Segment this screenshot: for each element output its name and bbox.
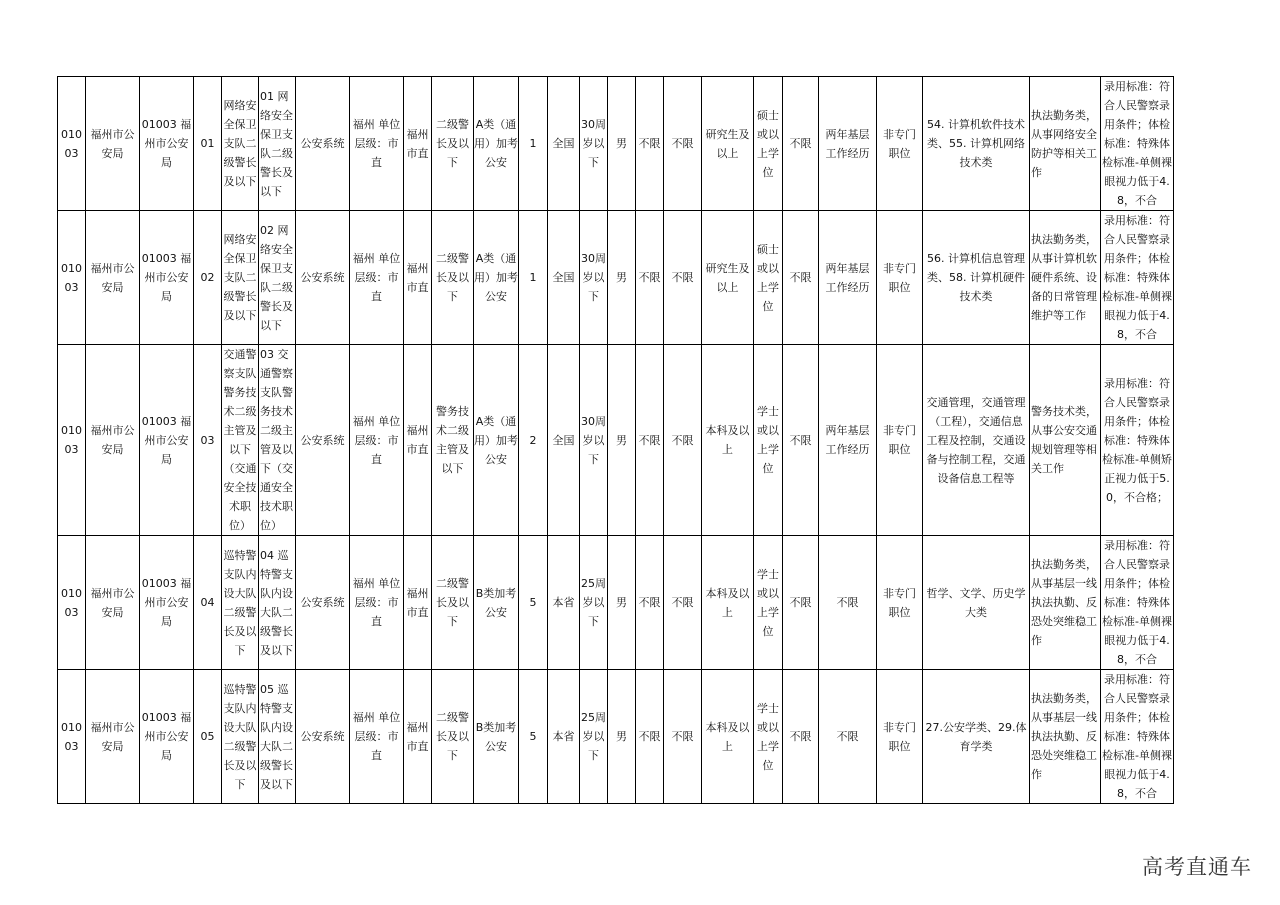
cell-category: A类（通用）加考公安 bbox=[474, 211, 519, 345]
cell-scope: 本省 bbox=[548, 670, 580, 804]
cell-post-name: 网络安全保卫支队二级警长及以下 bbox=[222, 77, 259, 211]
cell-category: B类加考公安 bbox=[474, 670, 519, 804]
cell-count: 5 bbox=[519, 670, 548, 804]
cell-politics: 不限 bbox=[664, 670, 702, 804]
cell-level: 福州 单位层级：市直 bbox=[350, 536, 404, 670]
cell-age: 25周岁以下 bbox=[580, 536, 608, 670]
cell-experience: 两年基层工作经历 bbox=[819, 345, 877, 536]
cell-post-full: 04 巡特警支队内设大队二级警长及以下 bbox=[259, 536, 296, 670]
cell-experience: 两年基层工作经历 bbox=[819, 211, 877, 345]
cell-remark: 录用标准：符合人民警察录用条件；体检标准：特殊体检标准-单侧矫正视力低于5.0，不合格； bbox=[1101, 345, 1174, 536]
cell-gender: 男 bbox=[608, 536, 636, 670]
cell-unit: 福州市公安局 bbox=[86, 211, 140, 345]
watermark: 高考直通车 bbox=[1142, 855, 1252, 879]
cell-age: 25周岁以下 bbox=[580, 670, 608, 804]
cell-post-name: 网络安全保卫支队二级警长及以下 bbox=[222, 211, 259, 345]
table-row bbox=[58, 345, 1174, 536]
cell-duty: 执法勤务类，从事基层一线执法执勤、反恐处突维稳工作 bbox=[1030, 670, 1101, 804]
cell-remark: 录用标准：符合人民警察录用条件；体检标准：特殊体检标准-单侧裸眼视力低于4.8，不合 bbox=[1101, 670, 1174, 804]
cell-remark: 录用标准：符合人民警察录用条件；体检标准：特殊体检标准-单侧裸眼视力低于4.8，不合 bbox=[1101, 77, 1174, 211]
cell-scope: 全国 bbox=[548, 211, 580, 345]
cell-post-type: 非专门职位 bbox=[877, 536, 923, 670]
cell-education: 本科及以上 bbox=[702, 345, 754, 536]
cell-level: 福州 单位层级：市直 bbox=[350, 345, 404, 536]
cell-politics: 不限 bbox=[664, 536, 702, 670]
cell-post-type: 非专门职位 bbox=[877, 345, 923, 536]
cell-code: 01003 bbox=[58, 345, 86, 536]
cell-experience: 不限 bbox=[819, 536, 877, 670]
cell-rank: 二级警长及以下 bbox=[432, 211, 474, 345]
table-row bbox=[58, 670, 1174, 804]
cell-count: 1 bbox=[519, 77, 548, 211]
cell-region: 福州市直 bbox=[404, 77, 432, 211]
cell-ethnicity: 不限 bbox=[636, 77, 664, 211]
cell-duty: 执法勤务类，从事基层一线执法执勤、反恐处突维稳工作 bbox=[1030, 536, 1101, 670]
cell-dept: 01003 福州市公安局 bbox=[140, 211, 194, 345]
cell-unit: 福州市公安局 bbox=[86, 670, 140, 804]
cell-rank: 二级警长及以下 bbox=[432, 536, 474, 670]
table-body bbox=[58, 77, 1174, 804]
cell-experience-limit: 不限 bbox=[783, 536, 819, 670]
cell-remark: 录用标准：符合人民警察录用条件；体检标准：特殊体检标准-单侧裸眼视力低于4.8，不合 bbox=[1101, 211, 1174, 345]
cell-dept: 01003 福州市公安局 bbox=[140, 345, 194, 536]
cell-politics: 不限 bbox=[664, 211, 702, 345]
cell-degree: 硕士或以上学位 bbox=[754, 211, 783, 345]
cell-experience: 两年基层工作经历 bbox=[819, 77, 877, 211]
cell-unit: 福州市公安局 bbox=[86, 536, 140, 670]
cell-ethnicity: 不限 bbox=[636, 345, 664, 536]
cell-category: A类（通用）加考公安 bbox=[474, 77, 519, 211]
cell-experience-limit: 不限 bbox=[783, 77, 819, 211]
cell-code: 01003 bbox=[58, 211, 86, 345]
cell-gender: 男 bbox=[608, 670, 636, 804]
cell-gender: 男 bbox=[608, 211, 636, 345]
cell-post-name: 交通警察支队警务技术二级主管及以下（交通安全技术职位） bbox=[222, 345, 259, 536]
cell-age: 30周岁以下 bbox=[580, 211, 608, 345]
cell-education: 本科及以上 bbox=[702, 536, 754, 670]
cell-region: 福州市直 bbox=[404, 345, 432, 536]
cell-post-type: 非专门职位 bbox=[877, 670, 923, 804]
cell-ethnicity: 不限 bbox=[636, 536, 664, 670]
cell-rank: 警务技术二级主管及以下 bbox=[432, 345, 474, 536]
cell-post-no: 02 bbox=[194, 211, 222, 345]
cell-code: 01003 bbox=[58, 77, 86, 211]
cell-dept: 01003 福州市公安局 bbox=[140, 536, 194, 670]
cell-degree: 学士或以上学位 bbox=[754, 670, 783, 804]
cell-unit: 福州市公安局 bbox=[86, 77, 140, 211]
cell-scope: 本省 bbox=[548, 536, 580, 670]
cell-scope: 全国 bbox=[548, 77, 580, 211]
cell-category: A类（通用）加考公安 bbox=[474, 345, 519, 536]
cell-region: 福州市直 bbox=[404, 670, 432, 804]
table-row bbox=[58, 211, 1174, 345]
cell-post-no: 03 bbox=[194, 345, 222, 536]
cell-gender: 男 bbox=[608, 345, 636, 536]
cell-post-full: 02 网络安全保卫支队二级警长及以下 bbox=[259, 211, 296, 345]
cell-rank: 二级警长及以下 bbox=[432, 670, 474, 804]
cell-region: 福州市直 bbox=[404, 211, 432, 345]
cell-region: 福州市直 bbox=[404, 536, 432, 670]
cell-post-name: 巡特警支队内设大队二级警长及以下 bbox=[222, 670, 259, 804]
cell-education: 研究生及以上 bbox=[702, 77, 754, 211]
cell-ethnicity: 不限 bbox=[636, 670, 664, 804]
cell-unit: 福州市公安局 bbox=[86, 345, 140, 536]
cell-system: 公安系统 bbox=[296, 536, 350, 670]
cell-ethnicity: 不限 bbox=[636, 211, 664, 345]
cell-remark: 录用标准：符合人民警察录用条件；体检标准：特殊体检标准-单侧裸眼视力低于4.8，不合 bbox=[1101, 536, 1174, 670]
cell-major: 56. 计算机信息管理类、58. 计算机硬件技术类 bbox=[923, 211, 1030, 345]
cell-experience-limit: 不限 bbox=[783, 211, 819, 345]
cell-scope: 全国 bbox=[548, 345, 580, 536]
cell-major: 哲学、文学、历史学大类 bbox=[923, 536, 1030, 670]
cell-system: 公安系统 bbox=[296, 77, 350, 211]
cell-post-full: 01 网络安全保卫支队二级警长及以下 bbox=[259, 77, 296, 211]
cell-degree: 学士或以上学位 bbox=[754, 536, 783, 670]
cell-dept: 01003 福州市公安局 bbox=[140, 670, 194, 804]
cell-experience: 不限 bbox=[819, 670, 877, 804]
cell-post-no: 04 bbox=[194, 536, 222, 670]
cell-level: 福州 单位层级：市直 bbox=[350, 670, 404, 804]
cell-code: 01003 bbox=[58, 536, 86, 670]
cell-major: 交通管理，交通管理（工程），交通信息工程及控制，交通设备与控制工程，交通设备信息工程等 bbox=[923, 345, 1030, 536]
cell-duty: 警务技术类，从事公安交通规划管理等相关工作 bbox=[1030, 345, 1101, 536]
cell-education: 本科及以上 bbox=[702, 670, 754, 804]
cell-post-no: 05 bbox=[194, 670, 222, 804]
cell-degree: 学士或以上学位 bbox=[754, 345, 783, 536]
cell-degree: 硕士或以上学位 bbox=[754, 77, 783, 211]
cell-post-name: 巡特警支队内设大队二级警长及以下 bbox=[222, 536, 259, 670]
cell-system: 公安系统 bbox=[296, 345, 350, 536]
cell-post-type: 非专门职位 bbox=[877, 77, 923, 211]
cell-category: B类加考公安 bbox=[474, 536, 519, 670]
cell-major: 54. 计算机软件技术类、55. 计算机网络技术类 bbox=[923, 77, 1030, 211]
cell-post-full: 05 巡特警支队内设大队二级警长及以下 bbox=[259, 670, 296, 804]
cell-gender: 男 bbox=[608, 77, 636, 211]
cell-post-full: 03 交通警察支队警务技术二级主管及以下（交通安全技术职位） bbox=[259, 345, 296, 536]
cell-system: 公安系统 bbox=[296, 670, 350, 804]
cell-count: 1 bbox=[519, 211, 548, 345]
cell-post-no: 01 bbox=[194, 77, 222, 211]
cell-count: 2 bbox=[519, 345, 548, 536]
cell-politics: 不限 bbox=[664, 77, 702, 211]
cell-experience-limit: 不限 bbox=[783, 670, 819, 804]
cell-code: 01003 bbox=[58, 670, 86, 804]
cell-duty: 执法勤务类，从事计算机软硬件系统、设备的日常管理维护等工作 bbox=[1030, 211, 1101, 345]
cell-count: 5 bbox=[519, 536, 548, 670]
cell-dept: 01003 福州市公安局 bbox=[140, 77, 194, 211]
cell-level: 福州 单位层级：市直 bbox=[350, 77, 404, 211]
cell-level: 福州 单位层级：市直 bbox=[350, 211, 404, 345]
cell-rank: 二级警长及以下 bbox=[432, 77, 474, 211]
cell-system: 公安系统 bbox=[296, 211, 350, 345]
table-row bbox=[58, 536, 1174, 670]
cell-education: 研究生及以上 bbox=[702, 211, 754, 345]
recruitment-table bbox=[57, 76, 1174, 804]
cell-age: 30周岁以下 bbox=[580, 77, 608, 211]
cell-age: 30周岁以下 bbox=[580, 345, 608, 536]
table-row bbox=[58, 77, 1174, 211]
cell-duty: 执法勤务类，从事网络安全防护等相关工作 bbox=[1030, 77, 1101, 211]
cell-politics: 不限 bbox=[664, 345, 702, 536]
cell-major: 27.公安学类、29.体育学类 bbox=[923, 670, 1030, 804]
cell-experience-limit: 不限 bbox=[783, 345, 819, 536]
cell-post-type: 非专门职位 bbox=[877, 211, 923, 345]
